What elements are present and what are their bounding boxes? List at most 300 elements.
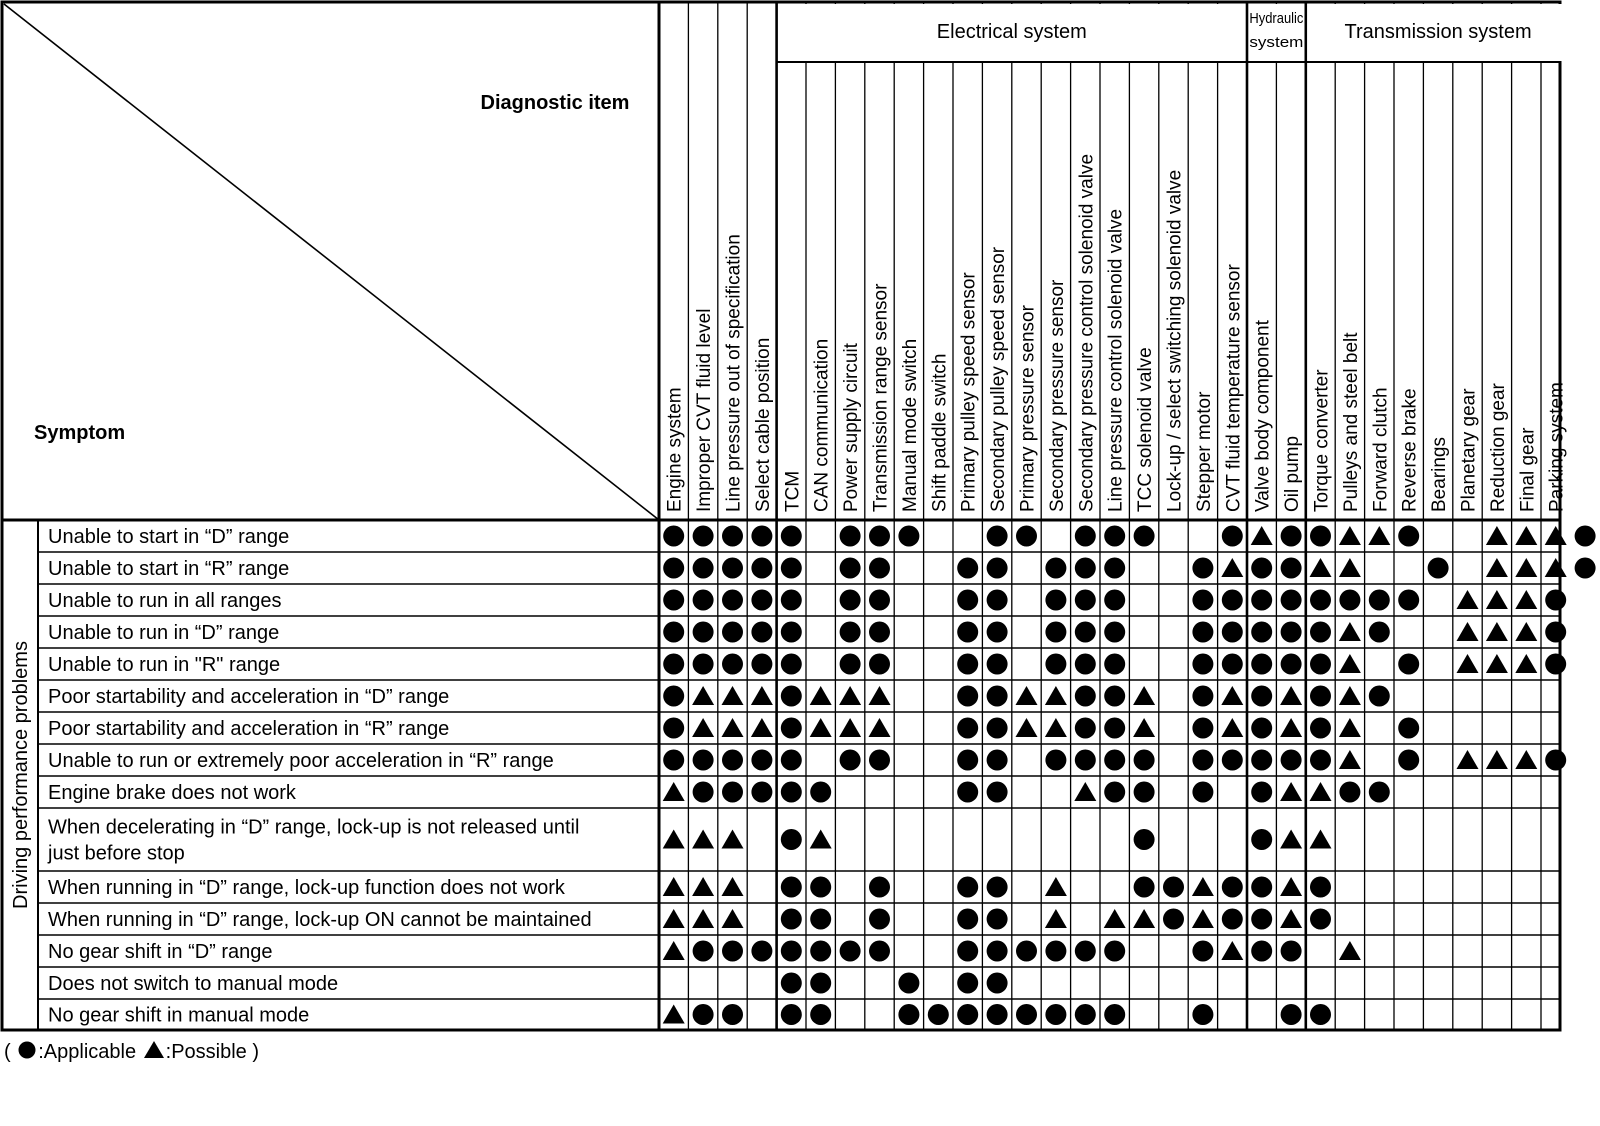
possible-mark xyxy=(722,877,744,896)
applicable-mark xyxy=(987,622,1008,643)
possible-mark xyxy=(1339,526,1361,545)
applicable-mark xyxy=(663,654,684,675)
applicable-mark xyxy=(663,558,684,579)
applicable-mark xyxy=(898,1004,919,1025)
applicable-mark xyxy=(869,941,890,962)
possible-mark xyxy=(692,718,714,737)
column-header: Secondary pressure control solenoid valve xyxy=(1076,153,1098,512)
applicable-mark xyxy=(1104,654,1125,675)
possible-triangle-icon xyxy=(142,1040,166,1060)
symptom-label: No gear shift in “D” range xyxy=(48,941,273,963)
applicable-mark xyxy=(1045,558,1066,579)
applicable-mark xyxy=(869,622,890,643)
column-header: Secondary pulley speed sensor xyxy=(988,246,1010,512)
applicable-mark xyxy=(1251,718,1272,739)
possible-mark xyxy=(869,718,891,737)
possible-mark xyxy=(1486,622,1508,641)
possible-mark xyxy=(1515,622,1537,641)
applicable-mark xyxy=(781,526,802,547)
possible-mark xyxy=(1339,718,1361,737)
column-header: Bearings xyxy=(1429,437,1451,512)
applicable-mark xyxy=(987,941,1008,962)
possible-mark xyxy=(869,686,891,705)
applicable-mark xyxy=(663,718,684,739)
applicable-mark xyxy=(1075,654,1096,675)
possible-mark xyxy=(663,877,685,896)
symptom-label: Unable to run or extremely poor acceleration in “R” range xyxy=(48,750,554,772)
diagnostic-item-label: Diagnostic item xyxy=(480,92,630,114)
applicable-mark xyxy=(840,941,861,962)
possible-mark xyxy=(810,718,832,737)
possible-mark xyxy=(1280,782,1302,801)
possible-mark xyxy=(1192,877,1214,896)
applicable-mark xyxy=(957,590,978,611)
group-label-hydraulic: system xyxy=(1249,34,1304,51)
applicable-mark xyxy=(722,750,743,771)
column-header: Line pressure control solenoid valve xyxy=(1105,208,1127,512)
applicable-mark xyxy=(1398,654,1419,675)
possible-mark xyxy=(1457,654,1479,673)
applicable-mark xyxy=(957,973,978,994)
applicable-mark xyxy=(840,622,861,643)
applicable-mark xyxy=(1310,877,1331,898)
possible-mark xyxy=(1045,909,1067,928)
possible-mark xyxy=(1515,590,1537,609)
column-header: CAN communication xyxy=(811,338,833,512)
possible-mark xyxy=(1515,526,1537,545)
applicable-mark xyxy=(987,590,1008,611)
applicable-mark xyxy=(840,750,861,771)
applicable-mark xyxy=(1398,718,1419,739)
possible-mark xyxy=(663,782,685,801)
applicable-mark xyxy=(1310,718,1331,739)
possible-mark xyxy=(1368,526,1390,545)
applicable-mark xyxy=(1398,750,1419,771)
possible-mark xyxy=(692,877,714,896)
applicable-mark xyxy=(869,654,890,675)
possible-mark xyxy=(839,718,861,737)
applicable-mark xyxy=(957,654,978,675)
applicable-mark xyxy=(781,654,802,675)
applicable-mark xyxy=(1310,622,1331,643)
column-header: Parking system xyxy=(1546,382,1568,512)
possible-mark xyxy=(1133,686,1155,705)
applicable-mark xyxy=(781,750,802,771)
applicable-mark xyxy=(1075,686,1096,707)
applicable-mark xyxy=(1045,590,1066,611)
legend xyxy=(4,1040,259,1064)
symptom-label: When running in “D” range, lock-up ON cannot be maintained xyxy=(48,909,592,931)
legend-applicable: :Applicable xyxy=(38,1041,137,1063)
applicable-mark xyxy=(1251,909,1272,930)
applicable-mark xyxy=(722,590,743,611)
applicable-mark xyxy=(1075,622,1096,643)
possible-mark xyxy=(1016,686,1038,705)
applicable-mark xyxy=(1428,558,1449,579)
applicable-mark xyxy=(751,622,772,643)
applicable-mark xyxy=(1222,750,1243,771)
legend-close-paren: ) xyxy=(252,1041,260,1063)
applicable-mark xyxy=(987,1004,1008,1025)
applicable-mark xyxy=(928,1004,949,1025)
applicable-mark xyxy=(957,750,978,771)
possible-mark xyxy=(692,830,714,849)
applicable-mark xyxy=(1134,829,1155,850)
applicable-mark xyxy=(1281,590,1302,611)
applicable-mark xyxy=(869,526,890,547)
applicable-mark xyxy=(1222,909,1243,930)
applicable-mark xyxy=(1192,558,1213,579)
applicable-mark xyxy=(722,558,743,579)
applicable-mark xyxy=(957,877,978,898)
applicable-mark xyxy=(722,622,743,643)
applicable-mark xyxy=(1075,718,1096,739)
applicable-mark xyxy=(957,1004,978,1025)
applicable-mark xyxy=(1134,750,1155,771)
possible-mark xyxy=(1045,877,1067,896)
applicable-mark xyxy=(1251,782,1272,803)
applicable-mark xyxy=(1192,1004,1213,1025)
applicable-mark xyxy=(1310,686,1331,707)
applicable-mark xyxy=(987,909,1008,930)
applicable-mark xyxy=(1104,1004,1125,1025)
applicable-mark xyxy=(693,622,714,643)
possible-mark xyxy=(839,686,861,705)
applicable-mark xyxy=(693,654,714,675)
applicable-mark xyxy=(1251,941,1272,962)
applicable-mark xyxy=(840,654,861,675)
column-header: Manual mode switch xyxy=(899,338,921,512)
applicable-mark xyxy=(1310,909,1331,930)
group-label-electrical: Electrical system xyxy=(936,21,1087,43)
possible-mark xyxy=(1486,526,1508,545)
applicable-mark xyxy=(1222,590,1243,611)
column-header: Select cable position xyxy=(752,337,774,512)
applicable-mark xyxy=(1339,782,1360,803)
possible-mark xyxy=(1221,686,1243,705)
column-header: Reverse brake xyxy=(1399,388,1421,512)
applicable-mark xyxy=(957,558,978,579)
column-header: Oil pump xyxy=(1282,435,1304,512)
applicable-mark xyxy=(898,526,919,547)
applicable-mark xyxy=(1192,654,1213,675)
applicable-mark xyxy=(1545,750,1566,771)
possible-mark xyxy=(1486,590,1508,609)
possible-mark xyxy=(663,941,685,960)
applicable-mark xyxy=(722,782,743,803)
applicable-mark xyxy=(781,782,802,803)
applicable-mark xyxy=(1134,877,1155,898)
possible-mark xyxy=(1280,686,1302,705)
applicable-mark xyxy=(1281,941,1302,962)
applicable-mark xyxy=(1545,622,1566,643)
possible-mark xyxy=(1221,558,1243,577)
applicable-mark xyxy=(693,1004,714,1025)
applicable-mark xyxy=(722,654,743,675)
applicable-mark xyxy=(693,941,714,962)
applicable-mark xyxy=(1104,558,1125,579)
possible-mark xyxy=(1545,558,1567,577)
applicable-mark xyxy=(987,558,1008,579)
column-header: Power supply circuit xyxy=(841,343,863,512)
applicable-mark xyxy=(869,590,890,611)
applicable-mark xyxy=(1016,1004,1037,1025)
possible-mark xyxy=(1545,526,1567,545)
possible-mark xyxy=(810,830,832,849)
applicable-mark xyxy=(1369,590,1390,611)
applicable-mark xyxy=(751,654,772,675)
applicable-mark xyxy=(663,590,684,611)
applicable-mark xyxy=(869,909,890,930)
applicable-mark xyxy=(810,1004,831,1025)
applicable-mark xyxy=(781,909,802,930)
column-header: Forward clutch xyxy=(1370,387,1392,512)
applicable-mark xyxy=(1281,1004,1302,1025)
applicable-mark xyxy=(663,686,684,707)
applicable-mark xyxy=(693,782,714,803)
applicable-mark xyxy=(781,1004,802,1025)
applicable-mark xyxy=(722,526,743,547)
applicable-mark xyxy=(722,941,743,962)
applicable-mark xyxy=(987,686,1008,707)
applicable-mark xyxy=(1192,718,1213,739)
applicable-mark xyxy=(751,590,772,611)
symptom-label: Poor startability and acceleration in “R” range xyxy=(48,718,450,740)
column-header: Engine system xyxy=(664,387,686,512)
column-header: Reduction gear xyxy=(1487,383,1509,512)
applicable-mark xyxy=(810,782,831,803)
applicable-mark xyxy=(1104,718,1125,739)
applicable-mark xyxy=(1281,750,1302,771)
possible-mark xyxy=(1339,941,1361,960)
applicable-mark xyxy=(693,590,714,611)
column-header: Primary pressure sensor xyxy=(1017,305,1039,512)
symptom-label: Engine brake does not work xyxy=(48,782,296,804)
applicable-mark xyxy=(751,526,772,547)
applicable-mark xyxy=(1222,654,1243,675)
possible-mark xyxy=(1339,750,1361,769)
applicable-mark xyxy=(751,558,772,579)
applicable-mark xyxy=(1075,941,1096,962)
possible-mark xyxy=(1045,718,1067,737)
group-label-hydraulic: Hydraulic xyxy=(1249,10,1304,27)
possible-mark xyxy=(1074,782,1096,801)
applicable-mark xyxy=(1251,829,1272,850)
possible-mark xyxy=(1045,686,1067,705)
applicable-mark xyxy=(1310,1004,1331,1025)
applicable-mark xyxy=(1192,622,1213,643)
group-label-transmission: Transmission system xyxy=(1344,21,1532,43)
possible-mark xyxy=(1515,558,1537,577)
column-header: Line pressure out of specification xyxy=(723,234,745,512)
possible-mark xyxy=(1192,909,1214,928)
applicable-mark xyxy=(1045,654,1066,675)
symptom-label: just before stop xyxy=(48,842,185,865)
possible-mark xyxy=(722,718,744,737)
applicable-mark xyxy=(1281,622,1302,643)
possible-mark xyxy=(1221,941,1243,960)
applicable-mark xyxy=(722,1004,743,1025)
applicable-mark xyxy=(751,782,772,803)
column-header: Secondary pressure sensor xyxy=(1046,279,1068,512)
table-border xyxy=(2,2,1560,1030)
applicable-mark xyxy=(1281,526,1302,547)
applicable-mark xyxy=(663,526,684,547)
applicable-mark xyxy=(987,877,1008,898)
possible-mark xyxy=(1133,718,1155,737)
applicable-mark xyxy=(957,718,978,739)
applicable-mark xyxy=(957,909,978,930)
possible-mark xyxy=(810,686,832,705)
possible-mark xyxy=(722,686,744,705)
applicable-mark xyxy=(1104,526,1125,547)
possible-mark xyxy=(692,909,714,928)
column-header: Shift paddle switch xyxy=(929,353,951,512)
applicable-mark xyxy=(1104,590,1125,611)
applicable-mark xyxy=(1192,782,1213,803)
column-header: Final gear xyxy=(1517,427,1539,512)
possible-mark xyxy=(1515,750,1537,769)
table-grid xyxy=(2,2,1569,1030)
applicable-mark xyxy=(957,622,978,643)
column-header: Valve body component xyxy=(1252,320,1274,512)
applicable-mark xyxy=(1251,750,1272,771)
applicable-mark xyxy=(781,941,802,962)
possible-mark xyxy=(1280,718,1302,737)
possible-mark xyxy=(1486,750,1508,769)
applicable-mark xyxy=(663,750,684,771)
column-header: Transmission range sensor xyxy=(870,283,892,512)
column-header: Primary pulley speed sensor xyxy=(958,272,980,512)
applicable-mark xyxy=(1222,877,1243,898)
applicable-mark xyxy=(751,941,772,962)
possible-mark xyxy=(1280,909,1302,928)
possible-mark xyxy=(1457,750,1479,769)
applicable-mark xyxy=(1045,622,1066,643)
applicable-mark xyxy=(693,750,714,771)
applicable-mark xyxy=(1104,686,1125,707)
applicable-mark xyxy=(751,750,772,771)
possible-mark xyxy=(1221,718,1243,737)
applicable-mark xyxy=(1045,1004,1066,1025)
applicable-mark xyxy=(781,590,802,611)
symptom-label: Unable to run in all ranges xyxy=(48,590,282,612)
possible-mark xyxy=(1280,830,1302,849)
applicable-mark xyxy=(1075,750,1096,771)
applicable-mark xyxy=(781,718,802,739)
symptom-label: Poor startability and acceleration in “D” range xyxy=(48,686,450,708)
applicable-mark xyxy=(987,718,1008,739)
applicable-mark xyxy=(840,526,861,547)
symptom-label: Unable to start in “D” range xyxy=(48,526,290,548)
applicable-mark xyxy=(1281,558,1302,579)
category-label-wrap xyxy=(10,641,32,909)
applicable-mark xyxy=(1045,750,1066,771)
possible-mark xyxy=(1457,590,1479,609)
column-header: Improper CVT fluid level xyxy=(694,308,716,512)
applicable-mark xyxy=(1369,782,1390,803)
possible-mark xyxy=(663,909,685,928)
applicable-mark xyxy=(781,877,802,898)
possible-mark xyxy=(1310,782,1332,801)
applicable-mark xyxy=(987,526,1008,547)
applicable-mark xyxy=(987,782,1008,803)
column-header: TCM xyxy=(782,470,804,512)
applicable-mark xyxy=(781,973,802,994)
applicable-mark xyxy=(1104,941,1125,962)
applicable-mark xyxy=(987,750,1008,771)
symptom-label: Symptom xyxy=(34,422,126,444)
possible-mark xyxy=(722,909,744,928)
applicable-mark xyxy=(781,558,802,579)
column-header: Pulleys and steel belt xyxy=(1340,332,1362,512)
applicable-mark xyxy=(1575,526,1596,547)
possible-mark xyxy=(751,686,773,705)
applicable-mark xyxy=(1192,941,1213,962)
possible-mark xyxy=(663,830,685,849)
applicable-mark xyxy=(1016,941,1037,962)
possible-mark xyxy=(1280,877,1302,896)
possible-mark xyxy=(1339,654,1361,673)
possible-mark xyxy=(1339,622,1361,641)
applicable-mark xyxy=(957,782,978,803)
applicable-mark xyxy=(1134,526,1155,547)
applicable-mark xyxy=(781,686,802,707)
category-label: Driving performance problems xyxy=(10,641,32,909)
applicable-mark xyxy=(1251,558,1272,579)
applicable-mark xyxy=(810,941,831,962)
applicable-mark xyxy=(693,558,714,579)
applicable-mark xyxy=(1310,654,1331,675)
applicable-mark xyxy=(898,973,919,994)
applicable-mark xyxy=(1575,558,1596,579)
column-header: Torque converter xyxy=(1311,369,1333,512)
applicable-mark xyxy=(1369,622,1390,643)
applicable-mark xyxy=(987,654,1008,675)
applicable-mark xyxy=(1104,750,1125,771)
applicable-mark xyxy=(1163,909,1184,930)
column-header: Lock-up / select switching solenoid valve xyxy=(1164,169,1186,512)
applicable-mark xyxy=(1251,622,1272,643)
applicable-mark xyxy=(1281,654,1302,675)
possible-mark xyxy=(1133,909,1155,928)
symptom-label: Does not switch to manual mode xyxy=(48,973,339,995)
column-header: TCC solenoid valve xyxy=(1135,347,1157,512)
applicable-mark xyxy=(1398,526,1419,547)
applicable-mark xyxy=(1192,686,1213,707)
possible-mark xyxy=(663,1005,685,1024)
possible-mark xyxy=(722,830,744,849)
applicable-mark xyxy=(810,909,831,930)
column-headers xyxy=(665,154,1568,512)
applicable-mark xyxy=(1339,590,1360,611)
applicable-mark xyxy=(1192,590,1213,611)
applicable-mark xyxy=(663,622,684,643)
possible-mark xyxy=(1104,909,1126,928)
applicable-mark xyxy=(1075,590,1096,611)
applicable-mark xyxy=(1251,877,1272,898)
possible-mark xyxy=(1515,654,1537,673)
applicable-mark xyxy=(810,973,831,994)
legend-possible: :Possible xyxy=(165,1041,247,1063)
column-header: Stepper motor xyxy=(1193,391,1215,512)
applicable-mark xyxy=(1369,686,1390,707)
possible-mark xyxy=(1016,718,1038,737)
symptom-label: Unable to run in “D” range xyxy=(48,622,280,644)
column-header: Planetary gear xyxy=(1458,388,1480,512)
applicable-mark xyxy=(1045,941,1066,962)
applicable-mark xyxy=(1310,750,1331,771)
